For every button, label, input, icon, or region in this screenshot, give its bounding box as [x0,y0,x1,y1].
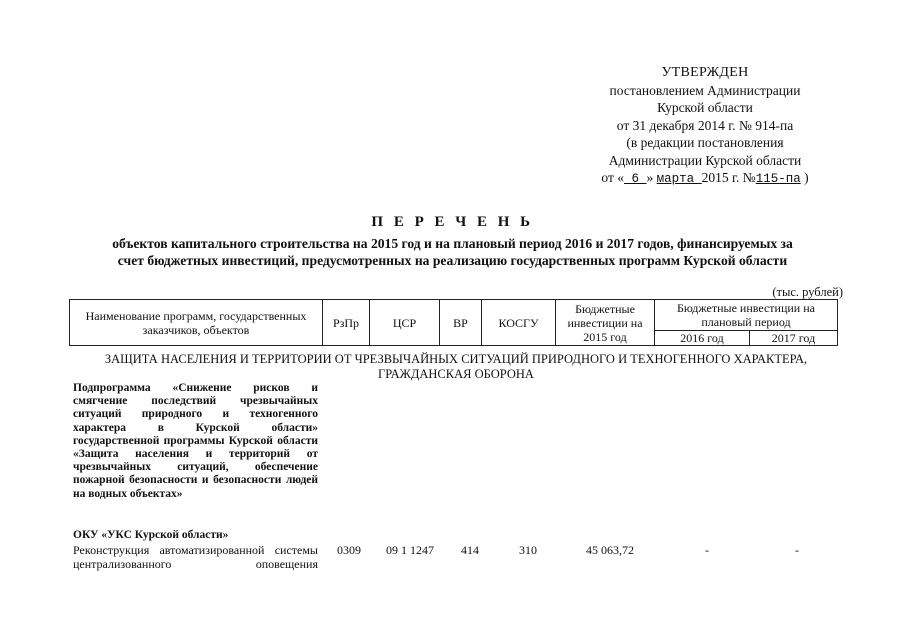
approval-line-1: постановлением Администрации [609,82,801,98]
object-kosgu: 310 [519,543,537,557]
document-subtitle [40,235,865,269]
amendment-suffix: ) [800,170,809,185]
units-label: (тыс. рублей) [772,285,843,299]
header-kosgu: КОСГУ [482,300,556,346]
header-name: Наименование программ, государственных заказчиков, объектов [70,300,323,346]
approval-line-3: от 31 декабря 2014 г. № 914-па [616,117,794,133]
amendment-line [560,169,850,189]
object-name: Реконструкция автоматизированной системы централизованного оповещения [73,543,318,571]
object-vr: 414 [461,543,479,557]
object-amount-2016: - [705,543,709,557]
customer-name: ОКУ «УКС Курской области» [73,529,229,541]
amendment-year: 2015 г. № [701,170,756,185]
header-vr: ВР [440,300,482,346]
header-rzpr: РзПр [323,300,370,346]
section-title: ЗАЩИТА НАСЕЛЕНИЯ И ТЕРРИТОРИИ ОТ ЧРЕЗВЫЧАЙНЫХ СИТУАЦИЙ ПРИРОДНОГО И ТЕХНОГЕННОГО ХАРАКТЕРА, ГРАЖДАНСКАЯ ОБОРОНА [104,352,808,381]
object-amount-2015: 45 063,72 [586,543,634,557]
header-table [69,299,838,346]
subprogram-name: Подпрограмма «Снижение рисков и смягчение последствий чрезвычайных ситуаций природного и техногенного характера в Курской области» государственной программы Курской области «Защита населения и территорий от чрезвычайных ситуаций, обеспечение пожарной безопасности и безопасности людей на водных объектах» [73,382,318,500]
header-budget-2015: Бюджетные инвестиции на 2015 год [556,300,655,346]
header-csr: ЦСР [370,300,440,346]
subtitle-line-1: объектов капитального строительства на 2015 год и на плановый период 2016 и 2017 годов, финансируемых за [112,236,793,251]
approval-line-5: Администрации Курской области [608,152,802,168]
approval-line-4: (в редакции постановления [626,135,784,150]
approval-title: УТВЕРЖДЕН [661,65,749,80]
header-2016: 2016 год [655,331,750,346]
approval-line-2: Курской области [657,100,753,115]
amendment-month: марта [656,172,702,186]
object-rzpr: 0309 [337,543,361,557]
subtitle-line-2: счет бюджетных инвестиций, предусмотренных на реализацию государственных программ Курской области [117,253,788,268]
header-2017: 2017 год [750,331,838,346]
object-csr: 09 1 1247 [386,543,434,557]
header-planned-period: Бюджетные инвестиции на плановый период [655,300,838,331]
object-amount-2017: - [795,543,799,557]
amendment-mid: » [646,170,654,185]
amendment-day: 6 [624,172,647,186]
amendment-prefix: от « [601,170,625,185]
amendment-number: 115-па [755,172,801,186]
approval-stamp [560,64,850,189]
document-title: П Е Р Е Ч Е Н Ь [371,214,534,230]
